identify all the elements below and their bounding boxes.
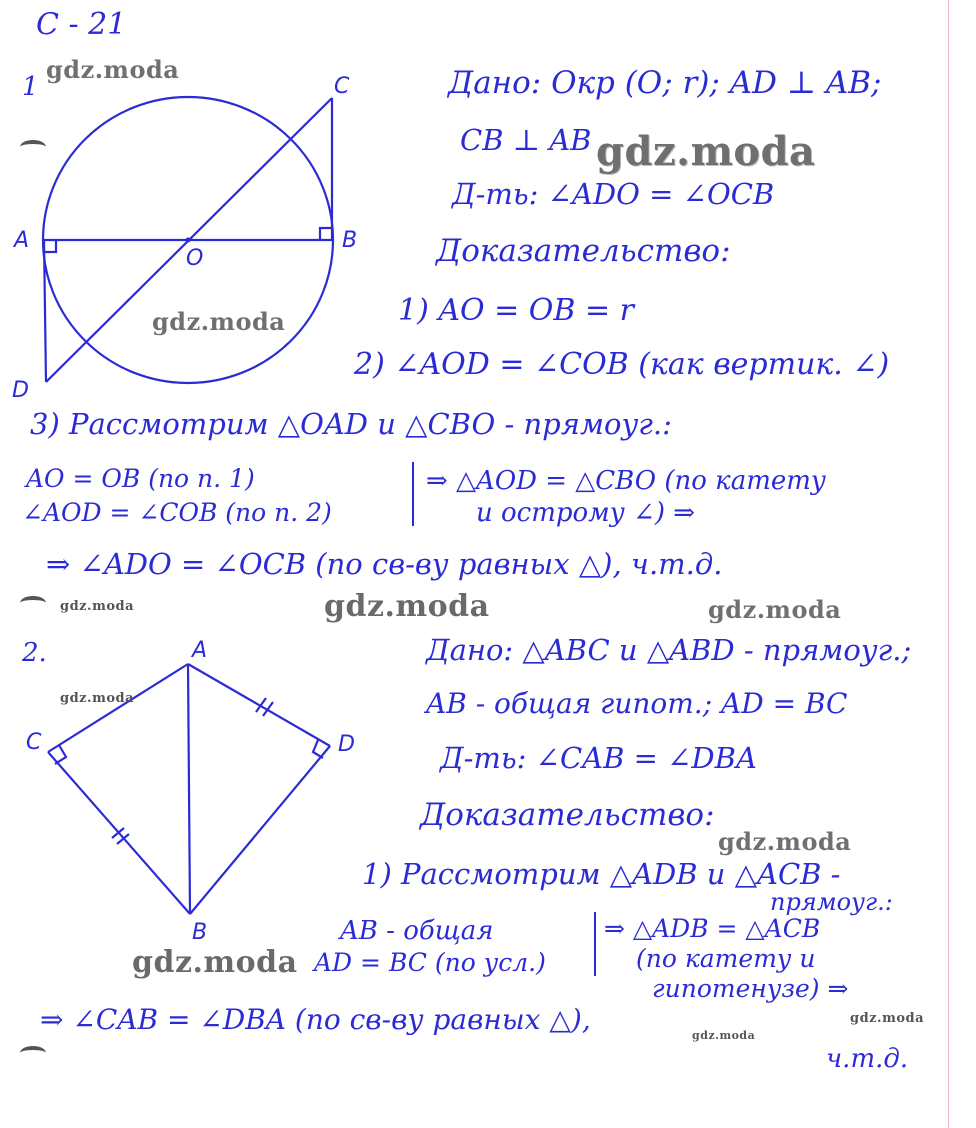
p2-result1: ⇒ △ADB = △ACB bbox=[604, 914, 821, 943]
watermark: gdz.moda bbox=[718, 827, 852, 856]
problem-2-number: 2. bbox=[22, 638, 47, 668]
p2-brace-line bbox=[594, 912, 596, 976]
p2-condition1: AB - общая bbox=[340, 916, 494, 946]
label-b: B bbox=[342, 228, 358, 253]
p1-step3: 3) Рассмотрим △OAD и △CBO - прямоуг.: bbox=[30, 407, 672, 441]
label2-b: B bbox=[192, 920, 208, 945]
p1-brace-line bbox=[412, 462, 414, 526]
watermark: gdz.moda bbox=[708, 595, 842, 624]
watermark: gdz.moda bbox=[60, 691, 135, 706]
segment-ca bbox=[48, 664, 188, 752]
point-o bbox=[186, 238, 191, 243]
p2-conclusion: ⇒ ∠CAB = ∠DBA (по св-ву равных △), bbox=[40, 1003, 591, 1036]
watermark: gdz.moda bbox=[46, 55, 180, 84]
watermark: gdz.moda bbox=[596, 128, 816, 175]
p2-condition2: AD = BC (по усл.) bbox=[314, 948, 546, 977]
p2-result2: (по катету и bbox=[636, 944, 816, 973]
p1-step1: 1) AO = OB = r bbox=[398, 293, 634, 328]
p2-step1b: прямоуг.: bbox=[770, 888, 893, 916]
label2-d: D bbox=[338, 732, 355, 757]
page-heading: С - 21 bbox=[36, 7, 127, 42]
right-angle-mark-a bbox=[44, 240, 56, 252]
p1-result2: и острому ∠) ⇒ bbox=[476, 498, 696, 528]
p1-step2: 2) ∠AOD = ∠COB (как вертик. ∠) bbox=[354, 347, 890, 382]
p2-proof-heading: Доказательство: bbox=[420, 797, 715, 833]
label-o: O bbox=[186, 246, 204, 271]
p1-given-line1: Дано: Окр (O; r); AD ⊥ AB; bbox=[448, 65, 882, 101]
p1-condition1: AO = OB (по п. 1) bbox=[26, 464, 255, 493]
watermark: gdz.moda bbox=[132, 945, 298, 980]
label-d: D bbox=[12, 378, 29, 403]
p1-given-line2: CB ⊥ AB bbox=[460, 123, 592, 157]
problem-1-number: 1 bbox=[22, 72, 39, 102]
p1-conclusion: ⇒ ∠ADO = ∠OCB (по св-ву равных △), ч.т.д. bbox=[46, 547, 723, 581]
watermark: gdz.moda bbox=[152, 307, 286, 336]
p2-given-line1: Дано: △ABC и △ABD - прямоуг.; bbox=[426, 633, 912, 667]
segment-ad2 bbox=[188, 664, 330, 746]
watermark: gdz.moda bbox=[324, 589, 490, 624]
watermark: gdz.moda bbox=[60, 599, 135, 614]
p1-result1: ⇒ △AOD = △CBO (по катету bbox=[426, 466, 826, 496]
label2-c: C bbox=[26, 730, 42, 755]
p1-prove: Д-ть: ∠ADO = ∠OCB bbox=[452, 177, 775, 211]
p1-proof-heading: Доказательство: bbox=[436, 233, 731, 269]
segment-db2 bbox=[190, 746, 330, 914]
watermark: gdz.moda bbox=[850, 1011, 925, 1026]
p2-given-line2: AB - общая гипот.; AD = BC bbox=[426, 687, 848, 720]
label-a: A bbox=[14, 228, 30, 253]
p2-step1: 1) Рассмотрим △ADB и △ACB - bbox=[362, 857, 841, 891]
right-angle-mark-b bbox=[320, 228, 332, 240]
label2-a: A bbox=[192, 638, 208, 663]
p2-qed: ч.т.д. bbox=[826, 1044, 909, 1074]
label-c: C bbox=[334, 74, 350, 99]
segment-ab2 bbox=[188, 664, 190, 914]
watermark: gdz.moda bbox=[692, 1029, 756, 1042]
p2-result3: гипотенузе) ⇒ bbox=[652, 974, 849, 1003]
p1-condition2: ∠AOD = ∠COB (по п. 2) bbox=[22, 498, 332, 527]
p2-prove: Д-ть: ∠CAB = ∠DBA bbox=[440, 741, 757, 775]
